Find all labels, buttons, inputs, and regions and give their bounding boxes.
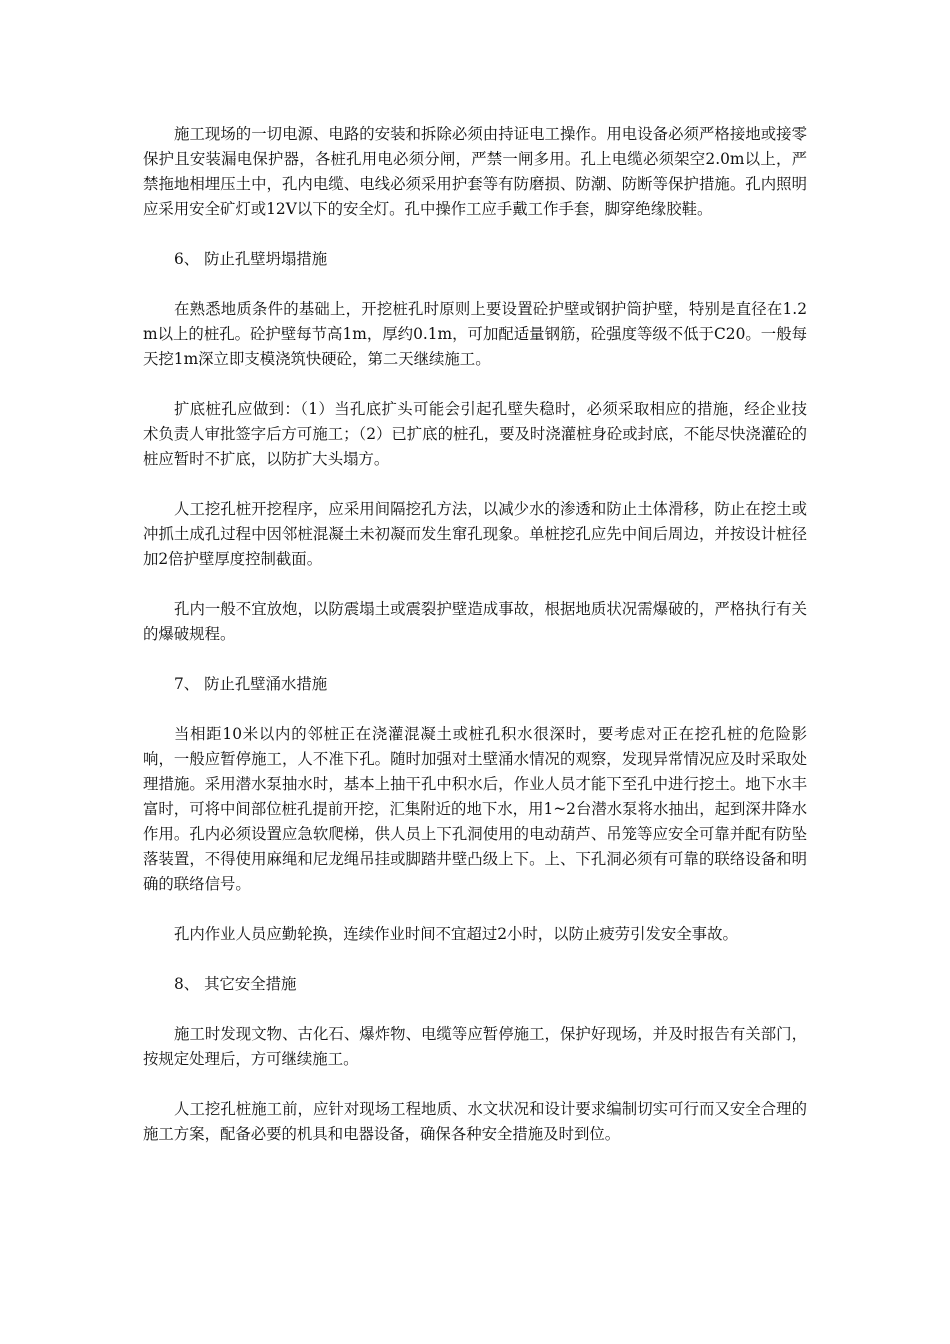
document-page — [143, 122, 807, 1172]
paragraph-discoveries: 施工时发现文物、古化石、爆炸物、电缆等应暂停施工，保护好现场，并及时报告有关部门，按规定处理后，方可继续施工。 — [143, 1025, 807, 1068]
paragraph-construction-plan: 人工挖孔桩施工前，应针对现场工程地质、水文状况和设计要求编制切实可行而又安全合理的施工方案，配备必要的机具和电器设备，确保各种安全措施及时到位。 — [143, 1100, 807, 1143]
section-heading-8: 8、 其它安全措施 — [174, 975, 297, 993]
section-heading-6: 6、 防止孔壁坍塌措施 — [174, 250, 328, 268]
paragraph-water-inflow: 当相距10米以内的邻桩正在浇灌混凝土或桩孔积水很深时，要考虑对正在挖孔桩的危险影响，一般应暂停施工，人不准下孔。随时加强对土壁涌水情况的观察，发现异常情况应及时采取处理措施。采用潜水泵抽水时，基本上抽干孔中积水后，作业人员才能下至孔中进行挖土。地下水丰富时，可将中间部位桩孔提前开挖，汇集附近的地下水，用1~2台潜水泵将水抽出，起到深井降水作用。孔内必须设置应急软爬梯，供人员上下孔洞使用的电动葫芦、吊笼等应安全可靠并配有防坠落装置，不得使用麻绳和尼龙绳吊挂或脚踏井壁凸级上下。上、下孔洞必须有可靠的联络设备和明确的联络信号。 — [143, 725, 807, 893]
section-heading-7: 7、 防止孔壁涌水措施 — [174, 675, 328, 693]
paragraph-blasting: 孔内一般不宜放炮，以防震塌土或震裂护壁造成事故，根据地质状况需爆破的，严格执行有关的爆破规程。 — [143, 600, 807, 643]
paragraph-excavation-sequence: 人工挖孔桩开挖程序，应采用间隔挖孔方法，以减少水的渗透和防止土体滑移，防止在挖土或冲抓土成孔过程中因邻桩混凝土未初凝而发生窜孔现象。单桩挖孔应先中间后周边，并按设计桩径加2倍护壁厚度控制截面。 — [143, 500, 807, 568]
paragraph-retaining-wall: 在熟悉地质条件的基础上，开挖桩孔时原则上要设置砼护壁或钢护筒护壁，特别是直径在1.2m以上的桩孔。砼护壁每节高1m，厚约0.1m，可加配适量钢筋，砼强度等级不低于C20。一般每天挖1m深立即支模浇筑快硬砼，第二天继续施工。 — [143, 300, 807, 368]
paragraph-worker-rotation: 孔内作业人员应勤轮换，连续作业时间不宜超过2小时，以防止疲劳引发安全事故。 — [174, 925, 738, 943]
paragraph-electrical-safety: 施工现场的一切电源、电路的安装和拆除必须由持证电工操作。用电设备必须严格接地或接零保护且安装漏电保护器，各桩孔用电必须分闸，严禁一闸多用。孔上电缆必须架空2.0m以上，严禁拖地相埋压土中，孔内电缆、电线必须采用护套等有防磨损、防潮、防断等保护措施。孔内照明应采用安全矿灯或12V以下的安全灯。孔中操作工应手戴工作手套，脚穿绝缘胶鞋。 — [143, 125, 807, 218]
paragraph-enlarged-base: 扩底桩孔应做到：（1）当孔底扩头可能会引起孔壁失稳时，必须采取相应的措施，经企业技术负责人审批签字后方可施工；（2）已扩底的桩孔，要及时浇灌桩身砼或封底，不能尽快浇灌砼的桩应暂时不扩底，以防扩大头塌方。 — [143, 400, 807, 468]
